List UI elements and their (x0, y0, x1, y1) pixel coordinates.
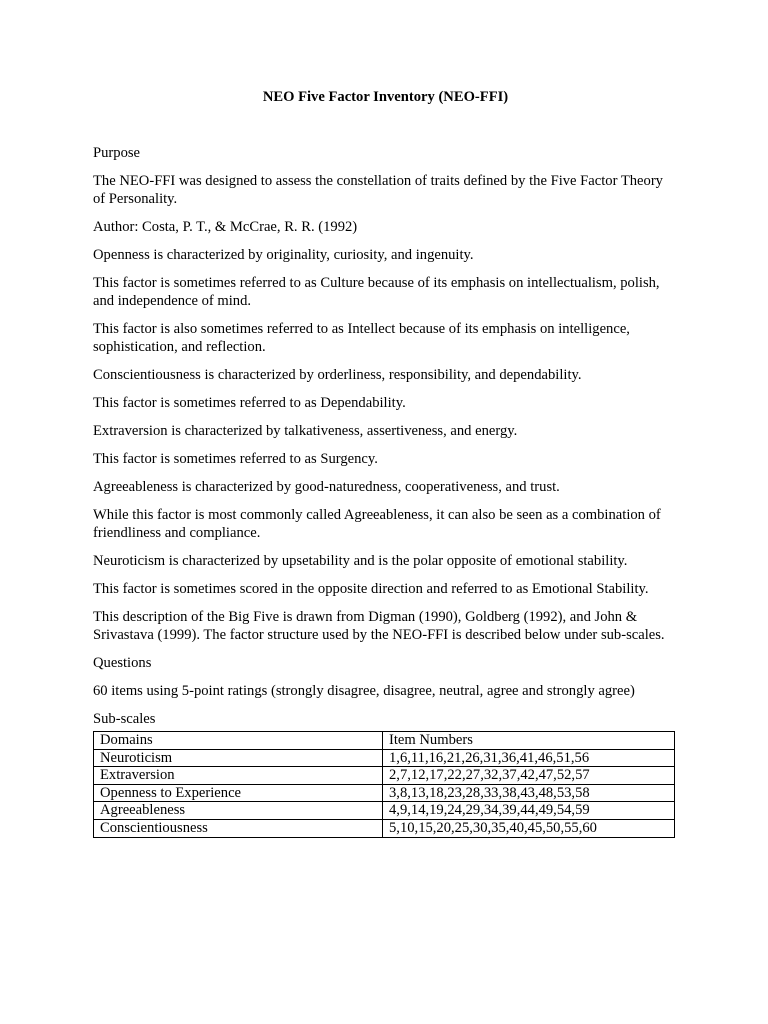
table-cell-items: 2,7,12,17,22,27,32,37,42,47,52,57 (383, 767, 675, 785)
table-cell-domain: Openness to Experience (94, 784, 383, 802)
table-cell-domain: Conscientiousness (94, 819, 383, 837)
paragraph-subscales-heading: Sub-scales (93, 711, 156, 727)
paragraph-questions-heading: Questions (93, 655, 152, 671)
table-header-item-numbers: Item Numbers (383, 732, 675, 750)
paragraph-conscientiousness: Conscientiousness is characterized by orderliness, responsibility, and dependability. (93, 367, 582, 383)
table-row (94, 749, 675, 767)
paragraph-purpose-heading: Purpose (93, 145, 141, 161)
table-header-domains: Domains (94, 732, 383, 750)
table-row (94, 784, 675, 802)
paragraph-conscientiousness-alt: This factor is sometimes referred to as Dependability. (93, 395, 406, 411)
paragraph-openness-culture: This factor is sometimes referred to as Culture because of its emphasis on intellectualism, polish, and independence of mind. (93, 275, 660, 309)
table-cell-items: 1,6,11,16,21,26,31,36,41,46,51,56 (383, 749, 675, 767)
table-row (94, 767, 675, 785)
paragraph-agreeableness-alt: While this factor is most commonly called Agreeableness, it can also be seen as a combination of friendliness and compliance. (93, 507, 661, 541)
table-cell-domain: Agreeableness (94, 802, 383, 820)
subscales-table (93, 731, 675, 838)
paragraph-extraversion: Extraversion is characterized by talkativeness, assertiveness, and energy. (93, 423, 518, 439)
paragraph-questions: 60 items using 5-point ratings (strongly disagree, disagree, neutral, agree and strongly agree) (93, 683, 635, 699)
paragraph-author: Author: Costa, P. T., & McCrae, R. R. (1992) (93, 219, 358, 235)
paragraph-purpose: The NEO-FFI was designed to assess the constellation of traits defined by the Five Factor Theory of Personality. (93, 173, 663, 207)
document-page (93, 88, 678, 838)
table-cell-domain: Neuroticism (94, 749, 383, 767)
document-title: NEO Five Factor Inventory (NEO-FFI) (262, 89, 509, 105)
paragraph-neuroticism-alt: This factor is sometimes scored in the opposite direction and referred to as Emotional Stability. (93, 581, 649, 597)
table-cell-items: 5,10,15,20,25,30,35,40,45,50,55,60 (383, 819, 675, 837)
paragraph-agreeableness: Agreeableness is characterized by good-naturedness, cooperativeness, and trust. (93, 479, 560, 495)
table-row (94, 802, 675, 820)
paragraph-openness-intellect: This factor is also sometimes referred to as Intellect because of its emphasis on intelligence, sophistication, and reflection. (93, 321, 630, 355)
table-row (94, 819, 675, 837)
paragraph-big-five-source: This description of the Big Five is drawn from Digman (1990), Goldberg (1992), and John & Srivastava (1999). The factor structure used by the NEO-FFI is described below under sub-scales. (93, 609, 665, 643)
paragraph-extraversion-alt: This factor is sometimes referred to as Surgency. (93, 451, 378, 467)
table-cell-domain: Extraversion (94, 767, 383, 785)
paragraph-openness: Openness is characterized by originality, curiosity, and ingenuity. (93, 247, 474, 263)
table-cell-items: 3,8,13,18,23,28,33,38,43,48,53,58 (383, 784, 675, 802)
table-header-row (94, 732, 675, 750)
paragraph-neuroticism: Neuroticism is characterized by upsetability and is the polar opposite of emotional stability. (93, 553, 628, 569)
table-cell-items: 4,9,14,19,24,29,34,39,44,49,54,59 (383, 802, 675, 820)
